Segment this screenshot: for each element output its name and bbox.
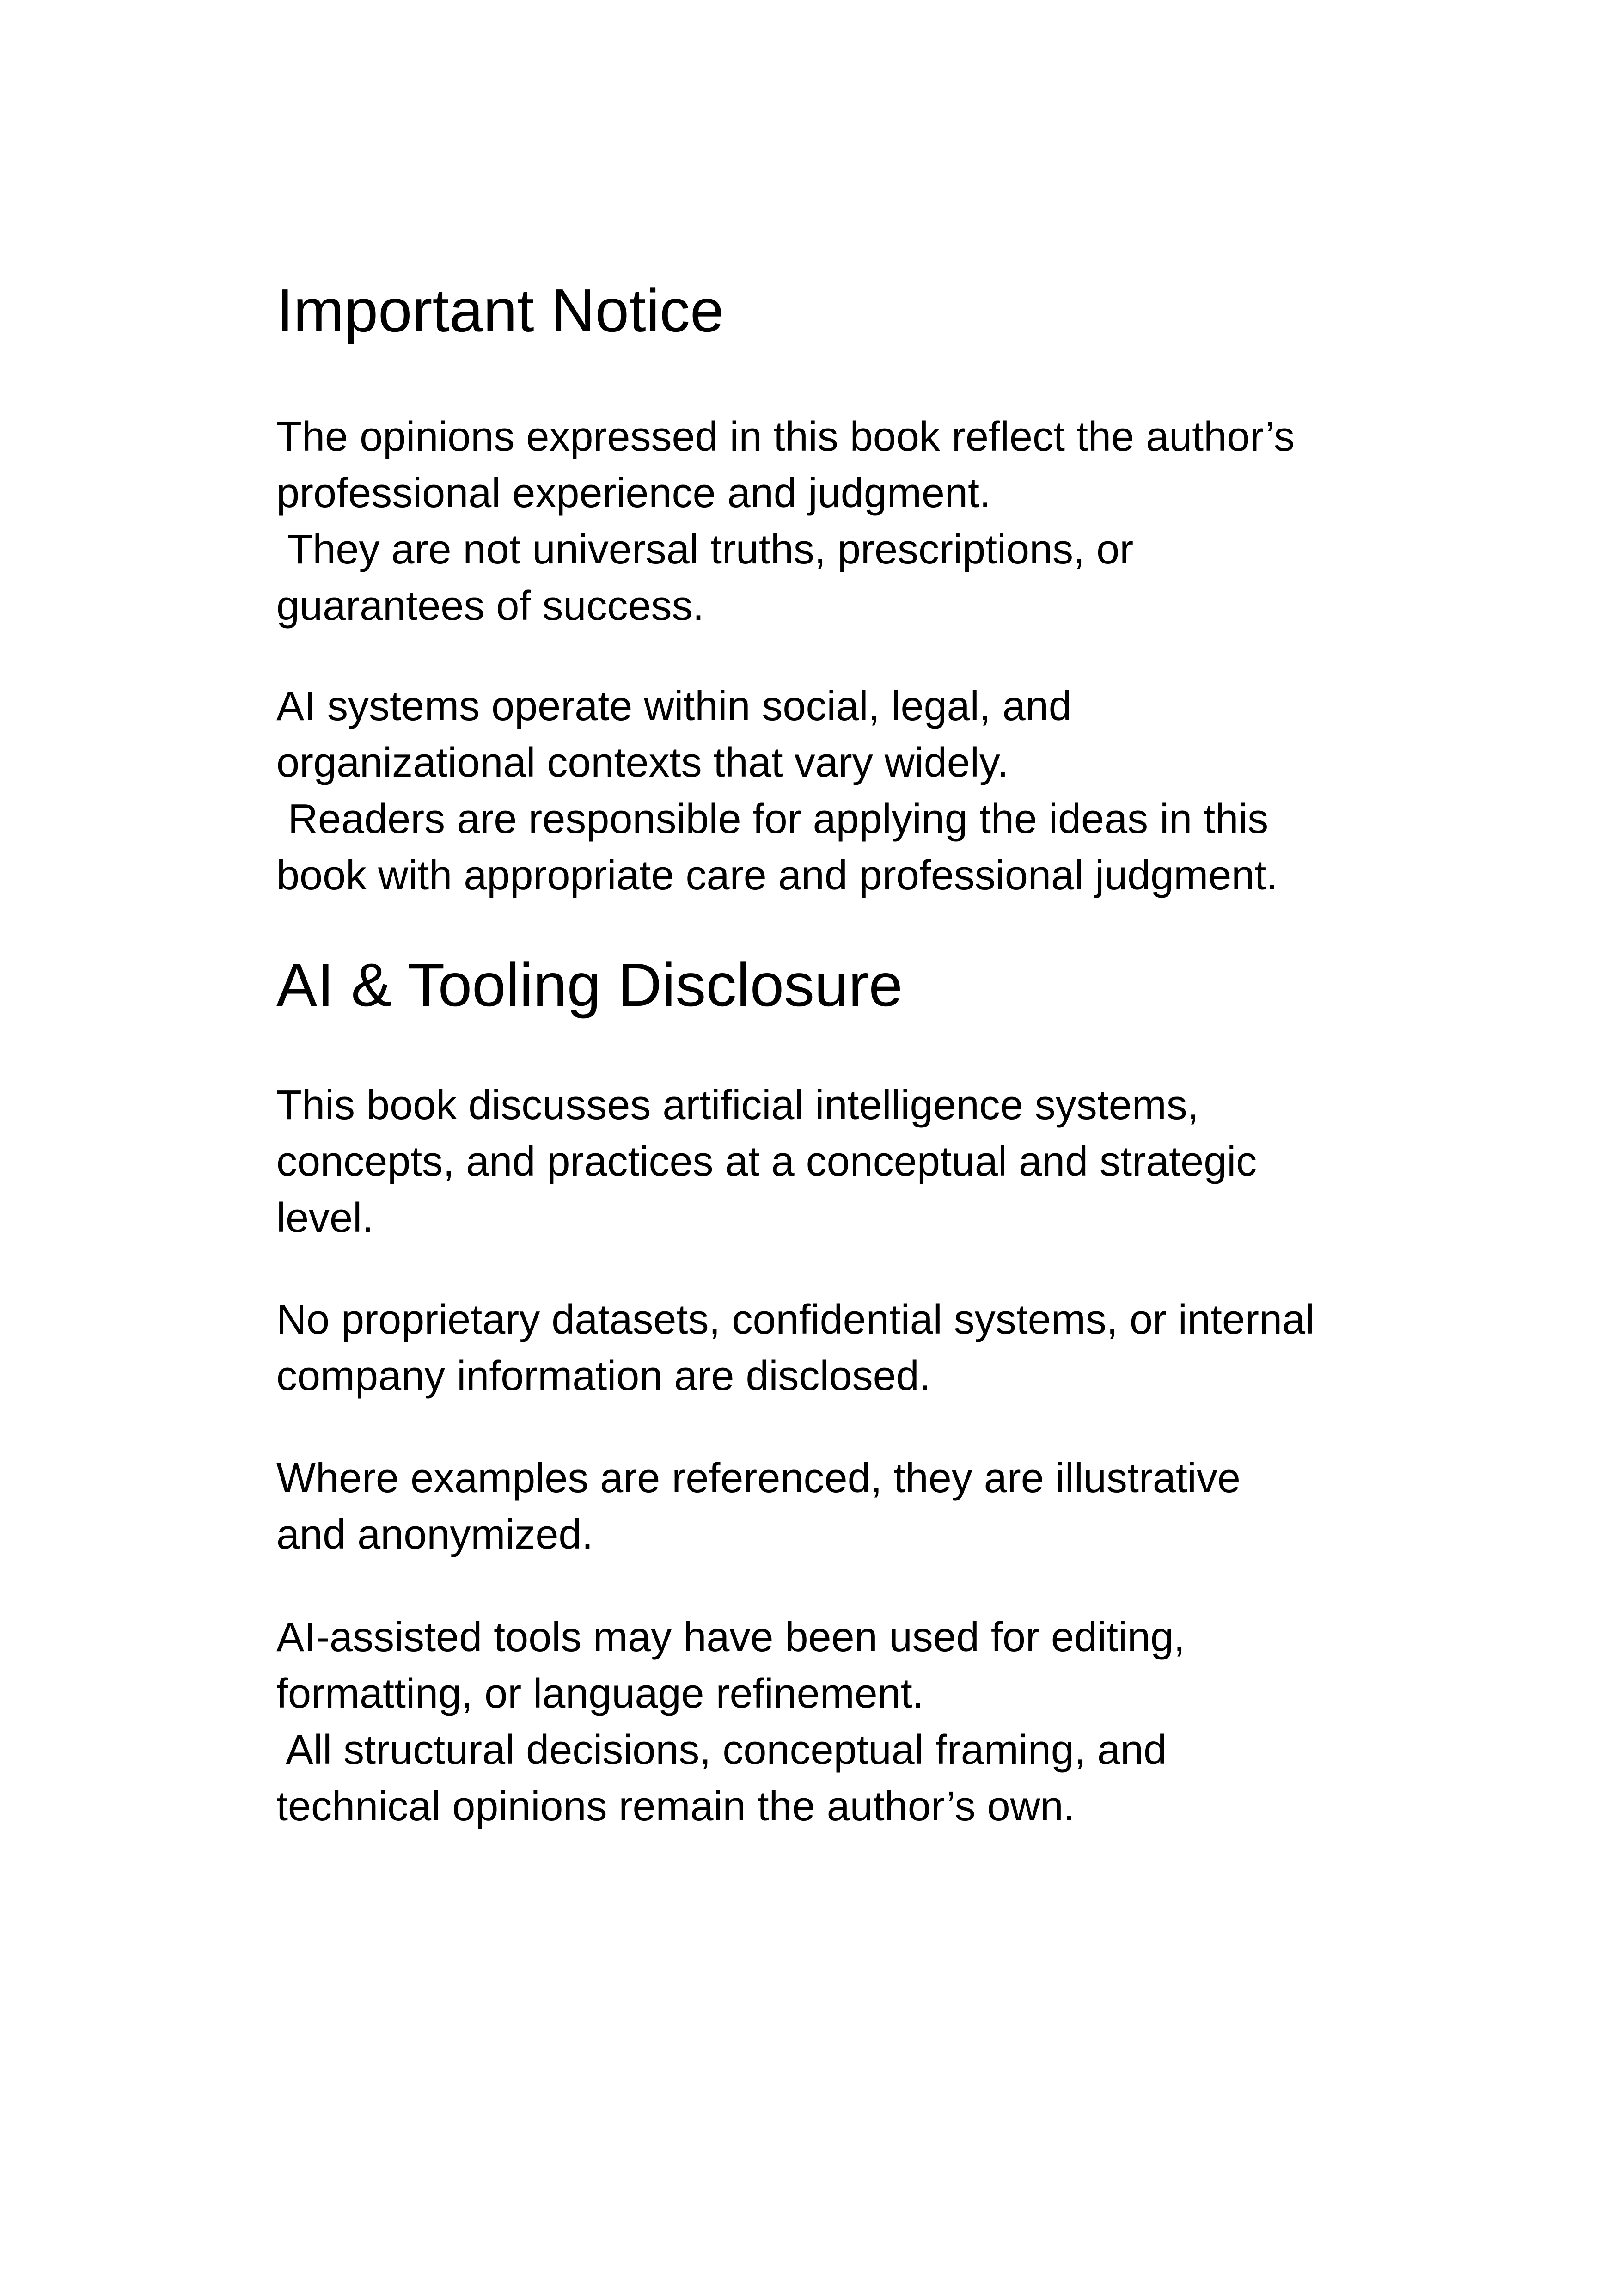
paragraph-ai-assisted-tools xyxy=(276,1609,1185,1835)
section-heading-important-notice: Important Notice xyxy=(276,276,724,344)
paragraph-line: formatting, or language refinement. xyxy=(276,1671,924,1717)
paragraph-line: professional experience and judgment. xyxy=(276,470,991,516)
paragraph-line: Readers are responsible for applying the ideas in this xyxy=(276,796,1269,842)
paragraph-line: guarantees of success. xyxy=(276,583,704,629)
paragraph-opinions xyxy=(276,409,1295,634)
paragraph-examples xyxy=(276,1450,1241,1563)
paragraph-line: book with appropriate care and professional judgment. xyxy=(276,852,1278,899)
paragraph-line: AI-assisted tools may have been used for editing, xyxy=(276,1614,1186,1660)
paragraph-line: organizational contexts that vary widely. xyxy=(276,740,1009,786)
paragraph-line: Where examples are referenced, they are illustrative xyxy=(276,1455,1241,1501)
paragraph-line: level. xyxy=(276,1195,374,1241)
paragraph-line: concepts, and practices at a conceptual and strategic xyxy=(276,1139,1257,1185)
paragraph-line: AI systems operate within social, legal, and xyxy=(276,683,1072,729)
paragraph-no-proprietary xyxy=(276,1292,1314,1404)
paragraph-ai-systems xyxy=(276,678,1278,904)
paragraph-line: and anonymized. xyxy=(276,1512,593,1558)
paragraph-line: This book discusses artificial intelligence systems, xyxy=(276,1082,1199,1128)
paragraph-line: company information are disclosed. xyxy=(276,1353,931,1399)
section-heading-ai-tooling-disclosure: AI & Tooling Disclosure xyxy=(276,951,903,1019)
paragraph-line: All structural decisions, conceptual framing, and xyxy=(276,1727,1167,1773)
paragraph-line: They are not universal truths, prescriptions, or xyxy=(276,527,1134,573)
paragraph-line: technical opinions remain the author’s own. xyxy=(276,1783,1075,1830)
paragraph-discusses xyxy=(276,1077,1257,1246)
document-page xyxy=(276,0,1386,2296)
paragraph-line: No proprietary datasets, confidential systems, or internal xyxy=(276,1297,1315,1343)
paragraph-line: The opinions expressed in this book reflect the author’s xyxy=(276,414,1295,460)
